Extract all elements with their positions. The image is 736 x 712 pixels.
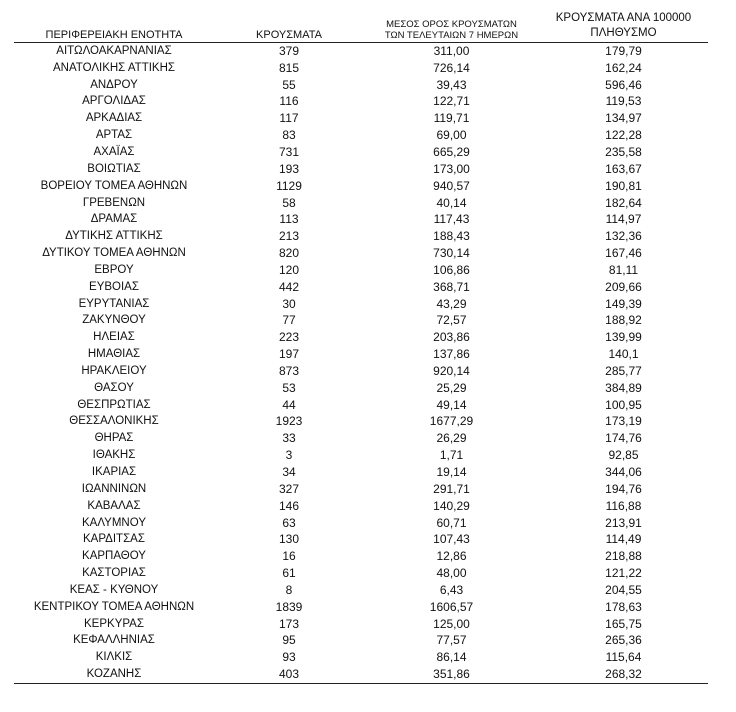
cases-cell: 30 — [282, 296, 296, 311]
region-cell: ΚΟΖΑΝΗΣ — [14, 666, 214, 683]
region-cell: ΙΚΑΡΙΑΣ — [91, 466, 137, 479]
cases-cell: 130 — [278, 532, 300, 547]
table-row — [14, 430, 708, 447]
header-avg-7-days — [364, 4, 539, 42]
region-cell: ΔΥΤΙΚΟΥ ΤΟΜΕΑ ΑΘΗΝΩΝ — [42, 247, 186, 260]
per-100k-cell: 213,91 — [605, 515, 642, 530]
region-cell: ΑΡΚΑΔΙΑΣ — [85, 112, 143, 125]
avg-7-days-cell: 43,29 — [436, 296, 467, 311]
avg-7-days-cell: 122,71 — [433, 94, 470, 109]
table-row — [14, 497, 708, 514]
region-cell: ΔΡΑΜΑΣ — [90, 213, 138, 226]
table-row — [14, 379, 708, 396]
avg-7-days-cell: 665,29 — [433, 144, 470, 159]
avg-7-days-cell: 106,86 — [433, 262, 470, 277]
region-cell: ΚΑΡΔΙΤΣΑΣ — [83, 533, 145, 546]
cases-cell: 327 — [278, 481, 300, 496]
cases-cell: 1129 — [276, 178, 302, 193]
per-100k-cell: 182,64 — [605, 195, 642, 210]
per-100k-cell: 149,39 — [605, 296, 642, 311]
region-cell: ΖΑΚΥΝΘΟΥ — [82, 314, 146, 327]
avg-7-days-cell: 188,43 — [433, 229, 470, 244]
table-row — [14, 413, 708, 430]
table-row — [14, 447, 708, 464]
per-100k-cell: 114,49 — [605, 532, 642, 547]
cases-cell: 63 — [282, 515, 296, 530]
avg-7-days-cell: 140,29 — [433, 498, 470, 513]
cases-cell: 83 — [282, 128, 296, 143]
region-cell: ΚΑΛΥΜΝΟΥ — [82, 516, 146, 529]
per-100k-cell: 384,89 — [605, 380, 642, 395]
header-cases — [214, 4, 364, 42]
per-100k-cell: 179,79 — [605, 43, 642, 58]
region-cell: ΑΡΤΑΣ — [95, 129, 133, 142]
avg-7-days-cell: 49,14 — [436, 397, 467, 412]
region-cell: ΘΗΡΑΣ — [94, 432, 134, 445]
table-row — [14, 615, 708, 632]
region-cell: ΚΑΒΑΛΑΣ — [87, 499, 141, 512]
per-100k-cell: 167,46 — [605, 246, 642, 261]
per-100k-cell: 163,67 — [605, 161, 642, 176]
cases-cell: 58 — [282, 195, 296, 210]
per-100k-cell: 265,36 — [605, 633, 642, 648]
header-cases-label: ΚΡΟΥΣΜΑΤΑ — [256, 28, 322, 41]
per-100k-cell: 92,85 — [608, 448, 639, 463]
avg-7-days-cell: 119,71 — [433, 111, 470, 126]
table-row — [14, 278, 708, 295]
avg-7-days-cell: 173,00 — [433, 161, 470, 176]
region-cell: ΚΕΑΣ - ΚΥΘΝΟΥ — [69, 583, 159, 596]
header-avg-line1: ΜΕΣΟΣ ΟΡΟΣ ΚΡΟΥΣΜΑΤΩΝ — [386, 18, 517, 30]
avg-7-days-cell: 39,43 — [436, 77, 467, 92]
table-row — [14, 548, 708, 565]
table-row — [14, 144, 708, 161]
per-100k-cell: 235,58 — [605, 144, 642, 159]
region-cell: ΑΡΓΟΛΙΔΑΣ — [82, 95, 146, 108]
region-cell: ΚΕΝΤΡΙΚΟΥ ΤΟΜΕΑ ΑΘΗΝΩΝ — [33, 600, 195, 613]
per-100k-cell: 209,66 — [605, 279, 642, 294]
table-row — [14, 312, 708, 329]
table-row — [14, 514, 708, 531]
per-100k-cell: 115,64 — [605, 650, 642, 665]
per-100k-cell: 174,76 — [605, 431, 642, 446]
table-row — [14, 666, 708, 683]
cases-cell: 93 — [282, 650, 296, 665]
per-100k-cell: 165,75 — [605, 616, 642, 631]
avg-7-days-cell: 730,14 — [433, 246, 470, 261]
header-per-100k — [539, 4, 708, 42]
avg-7-days-cell: 368,71 — [433, 279, 470, 294]
cases-cell: 820 — [278, 246, 300, 261]
table-row — [14, 346, 708, 363]
cases-cell: 55 — [282, 77, 296, 92]
per-100k-cell: 140,1 — [608, 347, 639, 362]
table-row — [14, 396, 708, 413]
region-cell: ΚΕΦΑΛΛΗΝΙΑΣ — [73, 634, 155, 647]
per-100k-cell: 188,92 — [605, 313, 642, 328]
per-100k-cell: 139,99 — [605, 330, 642, 345]
avg-7-days-cell: 69,00 — [436, 128, 467, 143]
cases-cell: 120 — [278, 262, 300, 277]
region-cell: ΗΛΕΙΑΣ — [93, 331, 135, 344]
region-cell: ΑΝΔΡΟΥ — [90, 78, 138, 91]
cases-cell: 77 — [282, 313, 296, 328]
per-100k-cell: 204,55 — [605, 582, 642, 597]
per-100k-cell: 114,97 — [605, 212, 642, 227]
table-row — [14, 565, 708, 582]
per-100k-cell: 122,28 — [605, 128, 642, 143]
table-row — [14, 76, 708, 93]
per-100k-cell: 134,97 — [605, 111, 642, 126]
cases-table — [14, 4, 708, 684]
avg-7-days-cell: 1,71 — [439, 448, 464, 463]
per-100k-cell: 162,24 — [605, 60, 642, 75]
cases-cell: 3 — [285, 448, 293, 463]
region-cell: ΕΥΒΟΙΑΣ — [89, 280, 139, 293]
region-cell: ΘΕΣΣΑΛΟΝΙΚΗΣ — [69, 415, 159, 428]
per-100k-cell: 344,06 — [605, 465, 642, 480]
cases-cell: 16 — [282, 549, 296, 564]
avg-7-days-cell: 920,14 — [433, 363, 470, 378]
avg-7-days-cell: 117,43 — [433, 212, 470, 227]
avg-7-days-cell: 137,86 — [433, 347, 470, 362]
cases-cell: 197 — [278, 347, 300, 362]
cases-cell: 44 — [282, 397, 296, 412]
avg-7-days-cell: 12,86 — [436, 549, 467, 564]
cases-cell: 95 — [282, 633, 296, 648]
cases-table-sheet — [14, 4, 708, 684]
table-row — [14, 531, 708, 548]
cases-cell: 223 — [278, 330, 300, 345]
region-cell: ΑΧΑΪΑΣ — [93, 145, 135, 158]
table-row — [14, 160, 708, 177]
region-cell: ΗΜΑΘΙΑΣ — [87, 348, 141, 361]
per-100k-cell: 596,46 — [605, 77, 642, 92]
avg-7-days-cell: 26,29 — [436, 431, 467, 446]
avg-7-days-cell: 40,14 — [436, 195, 467, 210]
region-cell: ΒΟΙΩΤΙΑΣ — [87, 162, 141, 175]
cases-cell: 173 — [278, 616, 300, 631]
cases-cell: 146 — [278, 498, 300, 513]
avg-7-days-cell: 203,86 — [433, 330, 470, 345]
region-cell: ΗΡΑΚΛΕΙΟΥ — [81, 364, 147, 377]
region-cell: ΘΕΣΠΡΩΤΙΑΣ — [77, 398, 151, 411]
per-100k-cell: 121,22 — [605, 566, 642, 581]
cases-cell: 53 — [282, 380, 296, 395]
region-cell: ΔΥΤΙΚΗΣ ΑΤΤΙΚΗΣ — [65, 230, 163, 243]
table-row — [14, 480, 708, 497]
region-cell: ΑΝΑΤΟΛΙΚΗΣ ΑΤΤΙΚΗΣ — [52, 61, 175, 74]
region-cell: ΙΘΑΚΗΣ — [92, 449, 136, 462]
table-row — [14, 329, 708, 346]
cases-cell: 379 — [278, 43, 300, 58]
per-100k-cell: 173,19 — [605, 414, 642, 429]
per-100k-cell: 194,76 — [605, 481, 642, 496]
avg-7-days-cell: 726,14 — [433, 60, 470, 75]
avg-7-days-cell: 6,43 — [439, 582, 464, 597]
avg-7-days-cell: 48,00 — [436, 566, 467, 581]
cases-cell: 117 — [279, 111, 299, 126]
cases-cell: 193 — [278, 161, 300, 176]
cases-cell: 731 — [278, 144, 300, 159]
per-100k-cell: 285,77 — [605, 363, 642, 378]
table-row — [14, 649, 708, 666]
avg-7-days-cell: 86,14 — [436, 650, 467, 665]
table-row — [14, 464, 708, 481]
cases-cell: 33 — [282, 431, 296, 446]
cases-cell: 873 — [278, 363, 300, 378]
avg-7-days-cell: 1677,29 — [429, 414, 474, 429]
cases-cell: 113 — [279, 212, 299, 227]
table-row — [14, 363, 708, 380]
region-cell: ΙΩΑΝΝΙΝΩΝ — [81, 482, 147, 495]
table-row — [14, 110, 708, 127]
table-row — [14, 211, 708, 228]
table-row — [14, 245, 708, 262]
table-row — [14, 295, 708, 312]
cases-cell: 403 — [214, 666, 364, 683]
cases-cell: 1839 — [275, 599, 303, 614]
region-cell: ΚΑΡΠΑΘΟΥ — [82, 550, 146, 563]
table-body — [14, 42, 708, 683]
table-row — [14, 632, 708, 649]
table-header — [14, 4, 708, 42]
per-100k-cell: 116,88 — [605, 498, 642, 513]
header-region — [14, 4, 214, 42]
region-cell: ΚΑΣΤΟΡΙΑΣ — [82, 567, 146, 580]
table-row — [14, 127, 708, 144]
avg-7-days-cell: 1606,57 — [429, 599, 474, 614]
table-row — [14, 59, 708, 76]
region-cell: ΒΟΡΕΙΟΥ ΤΟΜΕΑ ΑΘΗΝΩΝ — [40, 179, 188, 192]
per-100k-cell: 268,32 — [539, 666, 708, 683]
region-cell: ΚΙΛΚΙΣ — [95, 651, 133, 664]
avg-7-days-cell: 25,29 — [436, 380, 467, 395]
avg-7-days-cell: 291,71 — [433, 481, 470, 496]
per-100k-cell: 81,11 — [608, 262, 639, 277]
per-100k-cell: 178,63 — [605, 599, 642, 614]
avg-7-days-cell: 107,43 — [433, 532, 470, 547]
region-cell: ΓΡΕΒΕΝΩΝ — [82, 196, 146, 209]
header-per100k-line1: ΚΡΟΥΣΜΑΤΑ ΑΝΑ 100000 — [555, 11, 692, 24]
cases-cell: 61 — [282, 566, 296, 581]
region-cell: ΑΙΤΩΛΟΑΚΑΡΝΑΝΙΑΣ — [56, 44, 172, 57]
per-100k-cell: 119,53 — [605, 94, 642, 109]
per-100k-cell: 132,36 — [605, 229, 642, 244]
avg-7-days-cell: 311,00 — [433, 43, 470, 58]
per-100k-cell: 218,88 — [605, 549, 642, 564]
table-row — [14, 93, 708, 110]
region-cell: ΚΕΡΚΥΡΑΣ — [84, 617, 144, 630]
header-per100k-line2: ΠΛΗΘΥΣΜΟ — [590, 26, 657, 39]
per-100k-cell: 190,81 — [605, 178, 642, 193]
avg-7-days-cell: 351,86 — [364, 666, 539, 683]
avg-7-days-cell: 19,14 — [436, 465, 467, 480]
table-row — [14, 42, 708, 59]
avg-7-days-cell: 940,57 — [433, 178, 470, 193]
table-row — [14, 582, 708, 599]
cases-cell: 1923 — [275, 414, 303, 429]
region-cell: ΕΥΡΥΤΑΝΙΑΣ — [78, 297, 150, 310]
cases-cell: 34 — [282, 465, 296, 480]
avg-7-days-cell: 77,57 — [436, 633, 467, 648]
table-row — [14, 598, 708, 615]
per-100k-cell: 100,95 — [605, 397, 642, 412]
cases-cell: 116 — [279, 94, 299, 109]
table-row — [14, 261, 708, 278]
cases-cell: 815 — [278, 60, 300, 75]
table-row — [14, 194, 708, 211]
cases-cell: 8 — [285, 582, 293, 597]
cases-cell: 213 — [278, 229, 300, 244]
header-region-label: ΠΕΡΙΦΕΡΕΙΑΚΗ ΕΝΟΤΗΤΑ — [45, 28, 183, 41]
region-cell: ΕΒΡΟΥ — [94, 263, 134, 276]
header-avg-line2: ΤΩΝ ΤΕΛΕΥΤΑΙΩΝ 7 ΗΜΕΡΩΝ — [384, 29, 519, 41]
region-cell: ΘΑΣΟΥ — [94, 381, 134, 394]
table-row — [14, 177, 708, 194]
cases-cell: 442 — [278, 279, 300, 294]
table-row — [14, 228, 708, 245]
avg-7-days-cell: 125,00 — [433, 616, 470, 631]
avg-7-days-cell: 72,57 — [436, 313, 467, 328]
avg-7-days-cell: 60,71 — [436, 515, 467, 530]
